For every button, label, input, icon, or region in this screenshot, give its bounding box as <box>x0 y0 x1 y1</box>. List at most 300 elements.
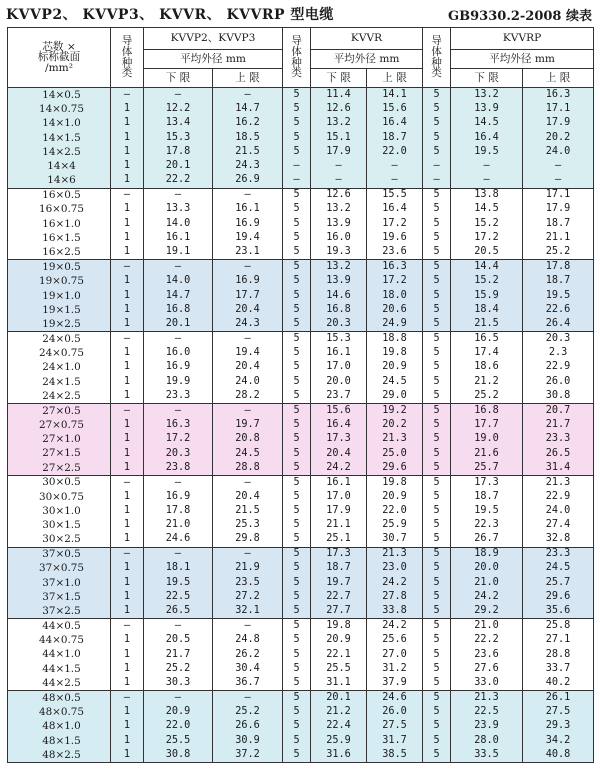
kvvrp-lower-cell: 17.2 <box>451 231 523 245</box>
kvvp-upper-cell: 29.8 <box>213 533 283 547</box>
kvvp-lower-cell: 17.8 <box>144 504 213 518</box>
spec-cell: 48×0.75 <box>8 705 111 719</box>
header-spec-line2: 标称截面 <box>37 51 81 64</box>
header-group-kvvp: KVVP2、KVVP3 <box>144 28 283 50</box>
kvvrp-upper-cell: 26.1 <box>523 691 594 705</box>
spec-cell: 19×2.5 <box>8 317 111 331</box>
kvvrp-conductor-cell: 5 <box>423 432 451 446</box>
kvvp-upper-cell: 32.1 <box>213 604 283 618</box>
kvvr-conductor-cell: 5 <box>283 619 311 633</box>
kvvr-upper-cell: 24.9 <box>367 317 423 331</box>
kvvp-upper-cell: 24.3 <box>213 317 283 331</box>
kvvrp-lower-cell: 19.5 <box>451 504 523 518</box>
kvvrp-conductor-cell: 5 <box>423 217 451 231</box>
conductor-type-cell: 1 <box>111 289 144 303</box>
kvvrp-lower-cell: 14.5 <box>451 202 523 216</box>
kvvrp-lower-cell: 21.0 <box>451 576 523 590</box>
header-lower-3: 下 限 <box>451 69 523 88</box>
kvvp-upper-cell: 30.9 <box>213 734 283 748</box>
kvvrp-lower-cell: 21.5 <box>451 317 523 331</box>
table-row <box>8 633 594 647</box>
header-spec-line3: /mm² <box>45 61 73 74</box>
conductor-type-cell: 1 <box>111 202 144 216</box>
kvvrp-upper-cell: 32.8 <box>523 533 594 547</box>
kvvrp-lower-cell: 21.6 <box>451 446 523 460</box>
kvvrp-lower-cell: 18.9 <box>451 547 523 561</box>
kvvrp-lower-cell: 28.0 <box>451 734 523 748</box>
kvvrp-conductor-cell: 5 <box>423 648 451 662</box>
kvvrp-conductor-cell: 5 <box>423 332 451 346</box>
kvvrp-conductor-cell: 5 <box>423 633 451 647</box>
kvvrp-conductor-cell: 5 <box>423 475 451 489</box>
table-row <box>8 418 594 432</box>
kvvp-upper-cell: — <box>213 619 283 633</box>
kvvr-lower-cell: 16.1 <box>311 475 367 489</box>
spec-cell: 30×1.5 <box>8 518 111 532</box>
kvvrp-conductor-cell: 5 <box>423 691 451 705</box>
table-row <box>8 734 594 748</box>
kvvp-lower-cell: 16.9 <box>144 490 213 504</box>
conductor-type-cell: — <box>111 188 144 202</box>
kvvp-lower-cell: 13.3 <box>144 202 213 216</box>
header-char: 类 <box>431 67 442 80</box>
kvvrp-lower-cell: 23.9 <box>451 719 523 733</box>
kvvrp-conductor-cell: 5 <box>423 547 451 561</box>
kvvrp-lower-cell: 15.9 <box>451 289 523 303</box>
kvvr-conductor-cell: 5 <box>283 719 311 733</box>
table-row <box>8 705 594 719</box>
table-row <box>8 490 594 504</box>
kvvp-upper-cell: — <box>213 547 283 561</box>
kvvp-lower-cell: 20.1 <box>144 317 213 331</box>
header-avg-od-3: 平均外径 mm <box>451 50 594 69</box>
kvvp-lower-cell: 16.0 <box>144 346 213 360</box>
kvvrp-lower-cell: 18.7 <box>451 490 523 504</box>
kvvr-conductor-cell: 5 <box>283 317 311 331</box>
kvvrp-upper-cell: — <box>523 174 594 188</box>
kvvrp-upper-cell: 19.5 <box>523 289 594 303</box>
kvvrp-conductor-cell: 5 <box>423 619 451 633</box>
conductor-type-cell: 1 <box>111 131 144 145</box>
kvvr-upper-cell: 27.0 <box>367 648 423 662</box>
header-char: 导 <box>431 35 442 48</box>
kvvp-lower-cell: 23.3 <box>144 389 213 403</box>
conductor-type-cell: — <box>111 88 144 102</box>
kvvr-upper-cell: 16.3 <box>367 260 423 274</box>
kvvr-conductor-cell: 5 <box>283 705 311 719</box>
kvvp-lower-cell: 17.2 <box>144 432 213 446</box>
kvvrp-lower-cell: 15.2 <box>451 274 523 288</box>
kvvp-lower-cell: 20.9 <box>144 705 213 719</box>
kvvr-upper-cell: 17.2 <box>367 274 423 288</box>
table-row <box>8 332 594 346</box>
conductor-type-cell: 1 <box>111 274 144 288</box>
spec-cell: 37×1.0 <box>8 576 111 590</box>
kvvp-lower-cell: 17.8 <box>144 145 213 159</box>
kvvp-lower-cell: 20.3 <box>144 446 213 460</box>
header-char: 导 <box>291 35 302 48</box>
table-row <box>8 576 594 590</box>
kvvr-lower-cell: 25.1 <box>311 533 367 547</box>
kvvr-conductor-cell: 5 <box>283 691 311 705</box>
table-row <box>8 188 594 202</box>
kvvp-upper-cell: — <box>213 188 283 202</box>
table-row <box>8 604 594 618</box>
conductor-type-cell: 1 <box>111 159 144 173</box>
standard-label: GB9330.2-2008 续表 <box>448 9 592 24</box>
kvvp-upper-cell: 27.2 <box>213 590 283 604</box>
kvvr-lower-cell: 15.1 <box>311 131 367 145</box>
table-row <box>8 245 594 259</box>
conductor-type-cell: 1 <box>111 648 144 662</box>
kvvr-conductor-cell: 5 <box>283 116 311 130</box>
kvvp-upper-cell: — <box>213 403 283 417</box>
header-conductor-type-1 <box>111 28 144 88</box>
header-char: 体 <box>121 45 133 58</box>
table-title: KVVP2、 KVVP3、 KVVR、 KVVRP 型电缆 <box>6 7 334 23</box>
kvvrp-upper-cell: 25.8 <box>523 619 594 633</box>
kvvp-upper-cell: 23.5 <box>213 576 283 590</box>
kvvr-upper-cell: 22.0 <box>367 145 423 159</box>
kvvrp-upper-cell: 22.9 <box>523 360 594 374</box>
kvvrp-conductor-cell: 5 <box>423 116 451 130</box>
kvvr-conductor-cell: 5 <box>283 561 311 575</box>
spec-cell: 24×0.75 <box>8 346 111 360</box>
kvvr-upper-cell: 24.2 <box>367 576 423 590</box>
conductor-type-cell: 1 <box>111 432 144 446</box>
kvvrp-lower-cell: 22.3 <box>451 518 523 532</box>
spec-cell: 16×1.0 <box>8 217 111 231</box>
kvvp-upper-cell: 21.5 <box>213 504 283 518</box>
kvvr-lower-cell: 16.1 <box>311 346 367 360</box>
kvvrp-conductor-cell: 5 <box>423 719 451 733</box>
kvvp-lower-cell: 16.3 <box>144 418 213 432</box>
kvvp-lower-cell: — <box>144 691 213 705</box>
kvvrp-conductor-cell: 5 <box>423 145 451 159</box>
header-spec <box>8 28 111 88</box>
kvvr-conductor-cell: 5 <box>283 662 311 676</box>
spec-cell: 44×1.0 <box>8 648 111 662</box>
kvvr-conductor-cell: 5 <box>283 274 311 288</box>
conductor-type-cell: — <box>111 691 144 705</box>
kvvr-conductor-cell: 5 <box>283 648 311 662</box>
kvvr-conductor-cell: 5 <box>283 346 311 360</box>
table-row <box>8 518 594 532</box>
kvvp-lower-cell: 26.5 <box>144 604 213 618</box>
kvvrp-upper-cell: 16.3 <box>523 88 594 102</box>
kvvrp-conductor-cell: 5 <box>423 231 451 245</box>
kvvrp-lower-cell: 23.6 <box>451 648 523 662</box>
kvvrp-conductor-cell: 5 <box>423 590 451 604</box>
kvvr-conductor-cell: 5 <box>283 490 311 504</box>
conductor-type-cell: — <box>111 332 144 346</box>
kvvr-upper-cell: 16.4 <box>367 116 423 130</box>
spec-cell: 48×0.5 <box>8 691 111 705</box>
kvvr-lower-cell: 17.3 <box>311 547 367 561</box>
cable-spec-table <box>7 27 594 763</box>
table-row <box>8 116 594 130</box>
kvvr-lower-cell: — <box>311 174 367 188</box>
kvvr-lower-cell: 14.6 <box>311 289 367 303</box>
kvvrp-conductor-cell: 5 <box>423 576 451 590</box>
kvvrp-upper-cell: 24.0 <box>523 145 594 159</box>
kvvrp-upper-cell: 40.8 <box>523 748 594 762</box>
kvvrp-upper-cell: 18.7 <box>523 274 594 288</box>
header-char: 类 <box>291 67 302 80</box>
header-conductor-type-2 <box>283 28 311 88</box>
spec-cell: 14×2.5 <box>8 145 111 159</box>
table-row <box>8 145 594 159</box>
table-row <box>8 346 594 360</box>
kvvr-upper-cell: 19.6 <box>367 231 423 245</box>
kvvr-conductor-cell: 5 <box>283 590 311 604</box>
kvvr-lower-cell: 27.7 <box>311 604 367 618</box>
kvvr-conductor-cell: 5 <box>283 303 311 317</box>
kvvp-upper-cell: 16.1 <box>213 202 283 216</box>
kvvr-upper-cell: 31.7 <box>367 734 423 748</box>
header-char: 类 <box>121 67 133 80</box>
spec-cell: 27×0.5 <box>8 403 111 417</box>
kvvrp-conductor-cell: 5 <box>423 202 451 216</box>
kvvr-lower-cell: 13.9 <box>311 274 367 288</box>
kvvr-lower-cell: 17.0 <box>311 490 367 504</box>
kvvr-conductor-cell: 5 <box>283 748 311 762</box>
table-row <box>8 648 594 662</box>
kvvp-upper-cell: 24.8 <box>213 633 283 647</box>
kvvp-lower-cell: 14.0 <box>144 274 213 288</box>
conductor-type-cell: 1 <box>111 389 144 403</box>
kvvrp-conductor-cell: 5 <box>423 461 451 475</box>
kvvrp-upper-cell: 22.9 <box>523 490 594 504</box>
spec-cell: 16×2.5 <box>8 245 111 259</box>
spec-cell: 48×1.0 <box>8 719 111 733</box>
kvvrp-lower-cell: 25.2 <box>451 389 523 403</box>
table-row <box>8 691 594 705</box>
kvvrp-upper-cell: 40.2 <box>523 676 594 690</box>
conductor-type-cell: 1 <box>111 705 144 719</box>
kvvr-conductor-cell: 5 <box>283 131 311 145</box>
kvvp-lower-cell: 14.0 <box>144 217 213 231</box>
kvvr-lower-cell: 15.6 <box>311 403 367 417</box>
kvvrp-upper-cell: 18.7 <box>523 217 594 231</box>
kvvrp-lower-cell: 21.0 <box>451 619 523 633</box>
header-spec-line1: 芯数 × <box>42 40 76 53</box>
kvvr-upper-cell: 18.8 <box>367 332 423 346</box>
kvvp-lower-cell: 21.7 <box>144 648 213 662</box>
kvvrp-lower-cell: 19.5 <box>451 145 523 159</box>
kvvrp-upper-cell: 25.2 <box>523 245 594 259</box>
spec-cell: 14×6 <box>8 174 111 188</box>
kvvrp-conductor-cell: 5 <box>423 346 451 360</box>
spec-cell: 30×2.5 <box>8 533 111 547</box>
kvvr-lower-cell: 13.2 <box>311 116 367 130</box>
title-bar <box>0 0 600 26</box>
spec-cell: 16×0.5 <box>8 188 111 202</box>
table-row <box>8 375 594 389</box>
kvvp-upper-cell: 20.4 <box>213 303 283 317</box>
kvvr-lower-cell: 24.2 <box>311 461 367 475</box>
table-row <box>8 446 594 460</box>
kvvr-conductor-cell: 5 <box>283 461 311 475</box>
spec-cell: 14×0.5 <box>8 88 111 102</box>
kvvrp-lower-cell: 25.7 <box>451 461 523 475</box>
kvvrp-upper-cell: 30.8 <box>523 389 594 403</box>
kvvr-lower-cell: 31.6 <box>311 748 367 762</box>
kvvrp-conductor-cell: 5 <box>423 676 451 690</box>
kvvr-upper-cell: 15.5 <box>367 188 423 202</box>
conductor-type-cell: 1 <box>111 576 144 590</box>
conductor-type-cell: 1 <box>111 217 144 231</box>
conductor-type-cell: 1 <box>111 317 144 331</box>
conductor-type-cell: 1 <box>111 533 144 547</box>
kvvp-upper-cell: 14.7 <box>213 102 283 116</box>
kvvrp-upper-cell: 27.5 <box>523 705 594 719</box>
header-lower-1: 下 限 <box>144 69 213 88</box>
kvvrp-upper-cell: 35.6 <box>523 604 594 618</box>
kvvr-lower-cell: 25.9 <box>311 734 367 748</box>
table-row <box>8 174 594 188</box>
kvvr-upper-cell: 19.8 <box>367 346 423 360</box>
kvvr-lower-cell: 13.9 <box>311 217 367 231</box>
table-row <box>8 260 594 274</box>
kvvr-upper-cell: 25.6 <box>367 633 423 647</box>
conductor-type-cell: — <box>111 547 144 561</box>
kvvr-lower-cell: 21.2 <box>311 705 367 719</box>
kvvr-lower-cell: 25.5 <box>311 662 367 676</box>
kvvr-upper-cell: 37.9 <box>367 676 423 690</box>
kvvrp-lower-cell: 33.5 <box>451 748 523 762</box>
kvvrp-lower-cell: 16.4 <box>451 131 523 145</box>
kvvp-lower-cell: — <box>144 188 213 202</box>
spec-cell: 30×0.5 <box>8 475 111 489</box>
kvvp-upper-cell: 16.2 <box>213 116 283 130</box>
kvvr-lower-cell: 13.2 <box>311 202 367 216</box>
kvvp-lower-cell: 22.0 <box>144 719 213 733</box>
kvvr-conductor-cell: 5 <box>283 576 311 590</box>
kvvr-upper-cell: 38.5 <box>367 748 423 762</box>
kvvrp-upper-cell: 17.1 <box>523 102 594 116</box>
kvvp-lower-cell: 19.1 <box>144 245 213 259</box>
spec-cell: 44×2.5 <box>8 676 111 690</box>
spec-cell: 44×0.75 <box>8 633 111 647</box>
kvvr-conductor-cell: 5 <box>283 217 311 231</box>
kvvr-upper-cell: 21.3 <box>367 547 423 561</box>
kvvr-conductor-cell: — <box>283 174 311 188</box>
spec-cell: 30×0.75 <box>8 490 111 504</box>
kvvrp-upper-cell: 17.8 <box>523 260 594 274</box>
kvvp-upper-cell: 18.5 <box>213 131 283 145</box>
spec-cell: 14×0.75 <box>8 102 111 116</box>
kvvp-upper-cell: 17.7 <box>213 289 283 303</box>
kvvr-upper-cell: 24.2 <box>367 619 423 633</box>
kvvrp-lower-cell: 20.0 <box>451 561 523 575</box>
kvvrp-upper-cell: 34.2 <box>523 734 594 748</box>
kvvrp-conductor-cell: 5 <box>423 289 451 303</box>
kvvrp-upper-cell: 21.7 <box>523 418 594 432</box>
spec-cell: 37×1.5 <box>8 590 111 604</box>
kvvrp-conductor-cell: 5 <box>423 748 451 762</box>
spec-cell: 27×1.0 <box>8 432 111 446</box>
kvvp-upper-cell: 26.2 <box>213 648 283 662</box>
header-char: 体 <box>291 45 302 58</box>
conductor-type-cell: 1 <box>111 461 144 475</box>
kvvrp-lower-cell: 20.5 <box>451 245 523 259</box>
kvvr-lower-cell: 19.3 <box>311 245 367 259</box>
kvvrp-conductor-cell: 5 <box>423 490 451 504</box>
kvvrp-conductor-cell: 5 <box>423 418 451 432</box>
kvvr-conductor-cell: 5 <box>283 547 311 561</box>
kvvrp-conductor-cell: 5 <box>423 705 451 719</box>
conductor-type-cell: 1 <box>111 734 144 748</box>
kvvp-upper-cell: 16.9 <box>213 217 283 231</box>
table-row <box>8 389 594 403</box>
kvvr-lower-cell: 17.3 <box>311 432 367 446</box>
kvvrp-lower-cell: — <box>451 159 523 173</box>
kvvp-lower-cell: 23.8 <box>144 461 213 475</box>
header-group-kvvrp: KVVRP <box>451 28 594 50</box>
kvvp-lower-cell: — <box>144 88 213 102</box>
kvvr-conductor-cell: 5 <box>283 375 311 389</box>
table-row <box>8 289 594 303</box>
kvvrp-lower-cell: 16.8 <box>451 403 523 417</box>
kvvrp-upper-cell: 2.3 <box>523 346 594 360</box>
kvvrp-conductor-cell: 5 <box>423 274 451 288</box>
conductor-type-cell: — <box>111 403 144 417</box>
kvvp-lower-cell: 30.3 <box>144 676 213 690</box>
kvvp-lower-cell: — <box>144 332 213 346</box>
kvvrp-upper-cell: 26.4 <box>523 317 594 331</box>
spec-cell: 19×0.5 <box>8 260 111 274</box>
table-row <box>8 202 594 216</box>
kvvrp-upper-cell: 33.7 <box>523 662 594 676</box>
kvvrp-lower-cell: 14.5 <box>451 116 523 130</box>
table-row <box>8 217 594 231</box>
kvvp-upper-cell: 30.4 <box>213 662 283 676</box>
conductor-type-cell: 1 <box>111 102 144 116</box>
kvvr-upper-cell: 29.0 <box>367 389 423 403</box>
kvvp-lower-cell: 14.7 <box>144 289 213 303</box>
kvvr-upper-cell: 24.5 <box>367 375 423 389</box>
spec-cell: 48×2.5 <box>8 748 111 762</box>
kvvrp-upper-cell: 29.6 <box>523 590 594 604</box>
kvvr-conductor-cell: 5 <box>283 332 311 346</box>
kvvrp-upper-cell: 21.1 <box>523 231 594 245</box>
table-row <box>8 676 594 690</box>
kvvp-upper-cell: — <box>213 475 283 489</box>
table-row <box>8 533 594 547</box>
spec-cell: 16×1.5 <box>8 231 111 245</box>
kvvr-conductor-cell: 5 <box>283 533 311 547</box>
kvvrp-lower-cell: 17.4 <box>451 346 523 360</box>
conductor-type-cell: 1 <box>111 446 144 460</box>
kvvrp-lower-cell: 18.6 <box>451 360 523 374</box>
kvvp-upper-cell: 23.1 <box>213 245 283 259</box>
kvvrp-conductor-cell: 5 <box>423 188 451 202</box>
conductor-type-cell: 1 <box>111 633 144 647</box>
conductor-type-cell: 1 <box>111 590 144 604</box>
kvvr-lower-cell: 20.4 <box>311 446 367 460</box>
kvvrp-lower-cell: 13.9 <box>451 102 523 116</box>
kvvrp-lower-cell: 15.2 <box>451 217 523 231</box>
kvvrp-conductor-cell: 5 <box>423 662 451 676</box>
kvvrp-upper-cell: 28.8 <box>523 648 594 662</box>
kvvr-upper-cell: — <box>367 159 423 173</box>
kvvr-conductor-cell: 5 <box>283 446 311 460</box>
kvvr-lower-cell: 20.0 <box>311 375 367 389</box>
kvvrp-lower-cell: 13.2 <box>451 88 523 102</box>
kvvr-lower-cell: 18.7 <box>311 561 367 575</box>
kvvp-lower-cell: 25.5 <box>144 734 213 748</box>
